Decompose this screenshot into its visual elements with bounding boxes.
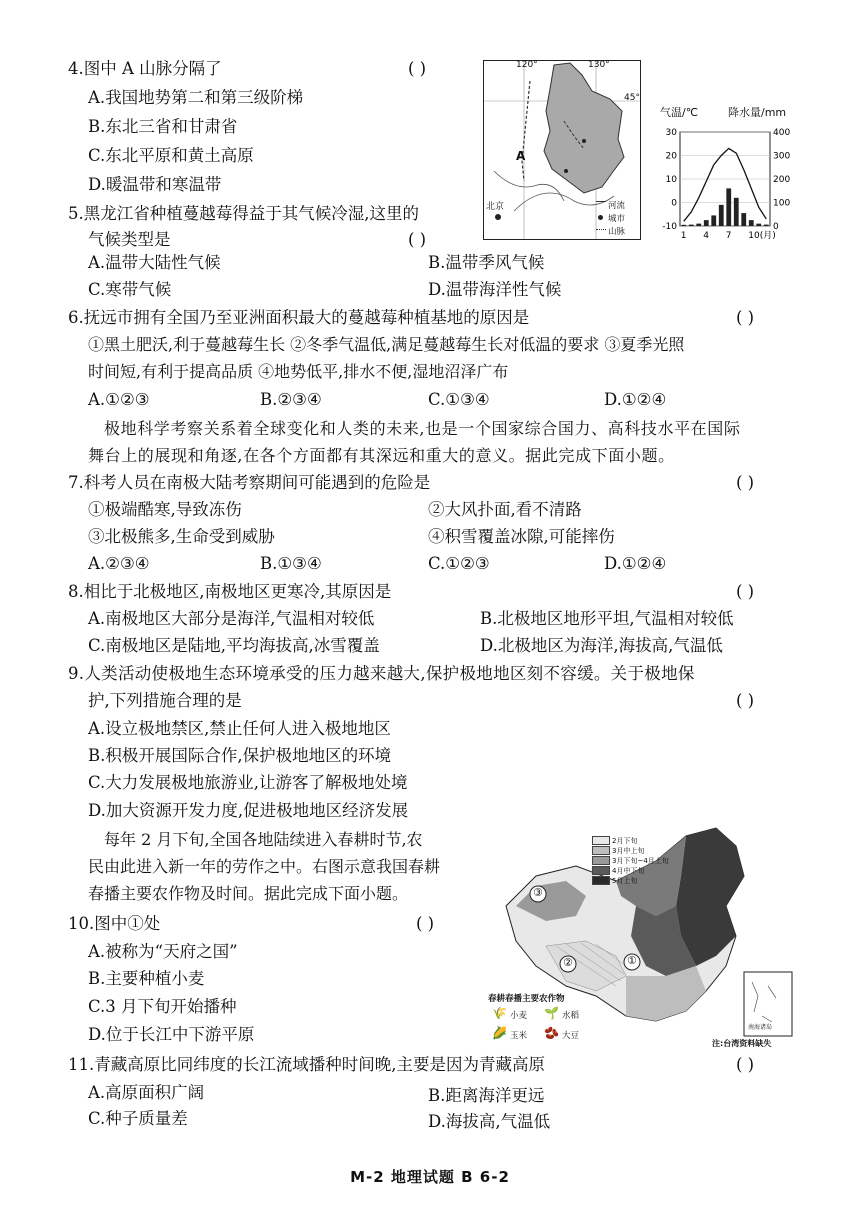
precipitation-bar — [734, 198, 739, 226]
q7-option-d[interactable]: D.①②④ — [604, 554, 667, 573]
city-beijing: 北京 — [486, 202, 505, 212]
legend-city: 城市 — [608, 214, 626, 224]
q8-answer-blank[interactable]: ( ) — [736, 582, 755, 601]
inset-label: 南海诸岛 — [748, 1024, 773, 1031]
precipitation-bar — [681, 225, 686, 226]
q11-option-c[interactable]: C.种子质量差 — [88, 1109, 188, 1128]
chart-x-tick: 10(月) — [748, 231, 776, 241]
mountain-label-a: A — [516, 149, 526, 163]
q6-option-c[interactable]: C.①③④ — [428, 390, 490, 409]
chart-left-tick: -10 — [662, 222, 677, 232]
marker-3: ③ — [533, 886, 543, 899]
legend-may-early: 5月上旬 — [612, 877, 638, 885]
precipitation-bar — [756, 224, 761, 226]
q4-option-d[interactable]: D.暖温带和寒温带 — [88, 175, 222, 194]
legend-apr-mid: 4月中下旬 — [612, 867, 645, 875]
q11-option-a[interactable]: A.高原面积广阔 — [88, 1083, 205, 1102]
passage1-line2: 舞台上的展现和角逐,在各个方面都有其深远和重大的意义。据此完成下面小题。 — [88, 446, 675, 465]
q5-stem-line2: 气候类型是 — [88, 230, 171, 249]
q11-answer-blank[interactable]: ( ) — [736, 1055, 755, 1074]
temperature-line — [684, 148, 767, 221]
q7-item-4: ④积雪覆盖冰隙,可能摔伤 — [428, 527, 615, 546]
chart-x-tick: 4 — [703, 231, 709, 241]
chart-left-tick: 10 — [665, 175, 677, 185]
q10-option-d[interactable]: D.位于长江中下游平原 — [88, 1025, 255, 1044]
q8-option-d[interactable]: D.北极地区为海洋,海拔高,气温低 — [480, 636, 723, 655]
q11-stem: 11.青藏高原比同纬度的长江流域播种时间晚,主要是因为青藏高原 — [68, 1055, 545, 1074]
precipitation-bar — [749, 220, 754, 226]
q11-option-d[interactable]: D.海拔高,气温低 — [428, 1112, 551, 1131]
chart-ylabel-left: 气温/℃ — [660, 106, 699, 119]
q10-stem: 10.图中①处 — [68, 914, 161, 933]
q6-option-b[interactable]: B.②③④ — [260, 390, 322, 409]
q8-option-c[interactable]: C.南极地区是陆地,平均海拔高,冰雪覆盖 — [88, 636, 380, 655]
q5-option-d[interactable]: D.温带海洋性气候 — [428, 280, 562, 299]
passage2-line1: 每年 2 月下旬,全国各地陆续进入春耕时节,农 — [104, 830, 423, 849]
q7-option-a[interactable]: A.②③④ — [88, 554, 150, 573]
crops-title: 春耕春播主要农作物 — [488, 994, 565, 1004]
legend-mar-late: 3月下旬~4月上旬 — [612, 857, 669, 865]
chart-x-tick: 7 — [725, 231, 732, 241]
q7-item-1: ①极端酷寒,导致冻伤 — [88, 500, 242, 519]
q5-answer-blank[interactable]: ( ) — [408, 230, 427, 249]
passage1-line1: 极地科学考察关系着全球变化和人类的未来,也是一个国家综合国力、高科技水平在国际 — [104, 419, 741, 438]
crop-rice: 水稻 — [562, 1011, 580, 1021]
chart-ylabel-right: 降水量/mm — [728, 106, 787, 119]
q6-statement-line1: ①黑土肥沃,利于蔓越莓生长 ②冬季气温低,满足蔓越莓生长对低温的要求 ③夏季光照 — [88, 335, 685, 354]
q7-item-3: ③北极熊多,生命受到威胁 — [88, 527, 275, 546]
passage2-line2: 民由此进入新一年的劳作之中。右图示意我国春耕 — [88, 857, 441, 876]
precipitation-bar — [764, 225, 769, 226]
q9-option-b[interactable]: B.积极开展国际合作,保护极地地区的环境 — [88, 746, 392, 765]
q9-option-a[interactable]: A.设立极地禁区,禁止任何人进入极地地区 — [88, 719, 391, 738]
marker-1: ① — [627, 954, 637, 967]
chart-right-tick: 100 — [773, 198, 791, 209]
precipitation-bar — [726, 188, 731, 226]
q4-stem: 4.图中 A 山脉分隔了 — [68, 59, 222, 78]
q11-option-b[interactable]: B.距离海洋更远 — [428, 1086, 545, 1105]
precipitation-bar — [741, 213, 746, 226]
legend-feb-late: 2月下旬 — [612, 837, 638, 845]
q4-option-b[interactable]: B.东北三省和甘肃省 — [88, 117, 238, 136]
q6-option-a[interactable]: A.①②③ — [88, 390, 150, 409]
q7-option-b[interactable]: B.①③④ — [260, 554, 322, 573]
q8-option-b[interactable]: B.北极地区地形平坦,气温相对较低 — [480, 609, 734, 628]
sowing-legend — [592, 836, 669, 885]
q9-option-c[interactable]: C.大力发展极地旅游业,让游客了解极地处境 — [88, 773, 408, 792]
rice-icon: 🌱 — [544, 1006, 559, 1020]
map-lat-45: 45° — [624, 93, 640, 103]
precipitation-bar — [689, 225, 694, 226]
chart-left-tick: 0 — [671, 198, 677, 209]
map-lon-120: 120° — [516, 60, 538, 70]
crop-wheat: 小麦 — [510, 1011, 528, 1021]
q5-option-c[interactable]: C.寒带气候 — [88, 280, 172, 299]
q9-answer-blank[interactable]: ( ) — [736, 691, 755, 710]
soybean-icon: 🫘 — [544, 1026, 559, 1040]
q8-option-a[interactable]: A.南极地区大部分是海洋,气温相对较低 — [88, 609, 375, 628]
q10-option-b[interactable]: B.主要种植小麦 — [88, 969, 205, 988]
legend-mar-early: 3月中上旬 — [612, 847, 645, 855]
precipitation-bar — [711, 215, 716, 226]
q7-option-c[interactable]: C.①②③ — [428, 554, 490, 573]
chart-right-tick: 400 — [773, 128, 791, 138]
climate-chart-svg — [652, 104, 802, 244]
chart-left-tick: 30 — [665, 128, 677, 138]
crop-corn: 玉米 — [510, 1031, 528, 1041]
q6-option-d[interactable]: D.①②④ — [604, 390, 667, 409]
q5-stem-line1: 5.黑龙江省种植蔓越莓得益于其气候冷湿,这里的 — [68, 204, 419, 223]
legend-mountain: 山脉 — [608, 227, 626, 237]
precipitation-bar — [704, 220, 709, 226]
q7-stem: 7.科考人员在南极大陆考察期间可能遇到的危险是 — [68, 473, 431, 492]
q9-stem-line1: 9.人类活动使极地生态环境承受的压力越来越大,保护极地地区刻不容缓。关于极地保 — [68, 664, 695, 683]
wheat-icon: 🌾 — [492, 1006, 507, 1020]
northeast-map — [483, 60, 641, 240]
q10-option-c[interactable]: C.3 月下旬开始播种 — [88, 997, 237, 1016]
passage2-line3: 春播主要农作物及时间。据此完成下面小题。 — [88, 884, 409, 903]
map-note: 注:台湾资料缺失 — [712, 1039, 772, 1048]
chart-x-tick: 1 — [680, 231, 687, 241]
chart-left-tick: 20 — [665, 151, 677, 162]
q10-option-a[interactable]: A.被称为“天府之国” — [88, 942, 238, 961]
climate-chart — [652, 104, 802, 244]
q6-answer-blank[interactable]: ( ) — [736, 308, 755, 327]
precipitation-bar — [719, 205, 724, 226]
q7-answer-blank[interactable]: ( ) — [736, 473, 755, 492]
chart-right-tick: 300 — [773, 151, 791, 162]
q4-answer-blank[interactable]: ( ) — [408, 59, 427, 78]
chart-right-tick: 0 — [773, 222, 779, 232]
q6-statement-line2: 时间短,有利于提高品质 ④地势低平,排水不便,湿地沼泽广布 — [88, 362, 509, 381]
page-footer: M-2 地理试题 B 6-2 — [350, 1168, 510, 1186]
q5-option-a[interactable]: A.温带大陆性气候 — [88, 253, 221, 272]
q9-stem-line2: 护,下列措施合理的是 — [88, 691, 242, 710]
q7-item-2: ②大风扑面,看不清路 — [428, 500, 582, 519]
crop-soybean: 大豆 — [562, 1031, 580, 1041]
precipitation-bar — [696, 224, 701, 226]
corn-icon: 🌽 — [492, 1026, 507, 1040]
chart-right-tick: 200 — [773, 175, 791, 185]
q8-stem: 8.相比于北极地区,南极地区更寒冷,其原因是 — [68, 582, 392, 601]
q4-option-a[interactable]: A.我国地势第二和第三级阶梯 — [88, 88, 304, 107]
legend-river: 河流 — [608, 201, 626, 211]
q6-stem: 6.抚远市拥有全国乃至亚洲面积最大的蔓越莓种植基地的原因是 — [68, 308, 530, 327]
map-lon-130: 130° — [588, 60, 610, 70]
spring-sowing-map — [486, 826, 796, 1048]
marker-2: ② — [563, 956, 573, 969]
q5-option-b[interactable]: B.温带季风气候 — [428, 253, 545, 272]
q10-answer-blank[interactable]: ( ) — [416, 914, 435, 933]
q9-option-d[interactable]: D.加大资源开发力度,促进极地地区经济发展 — [88, 801, 409, 820]
q4-option-c[interactable]: C.东北平原和黄土高原 — [88, 146, 254, 165]
